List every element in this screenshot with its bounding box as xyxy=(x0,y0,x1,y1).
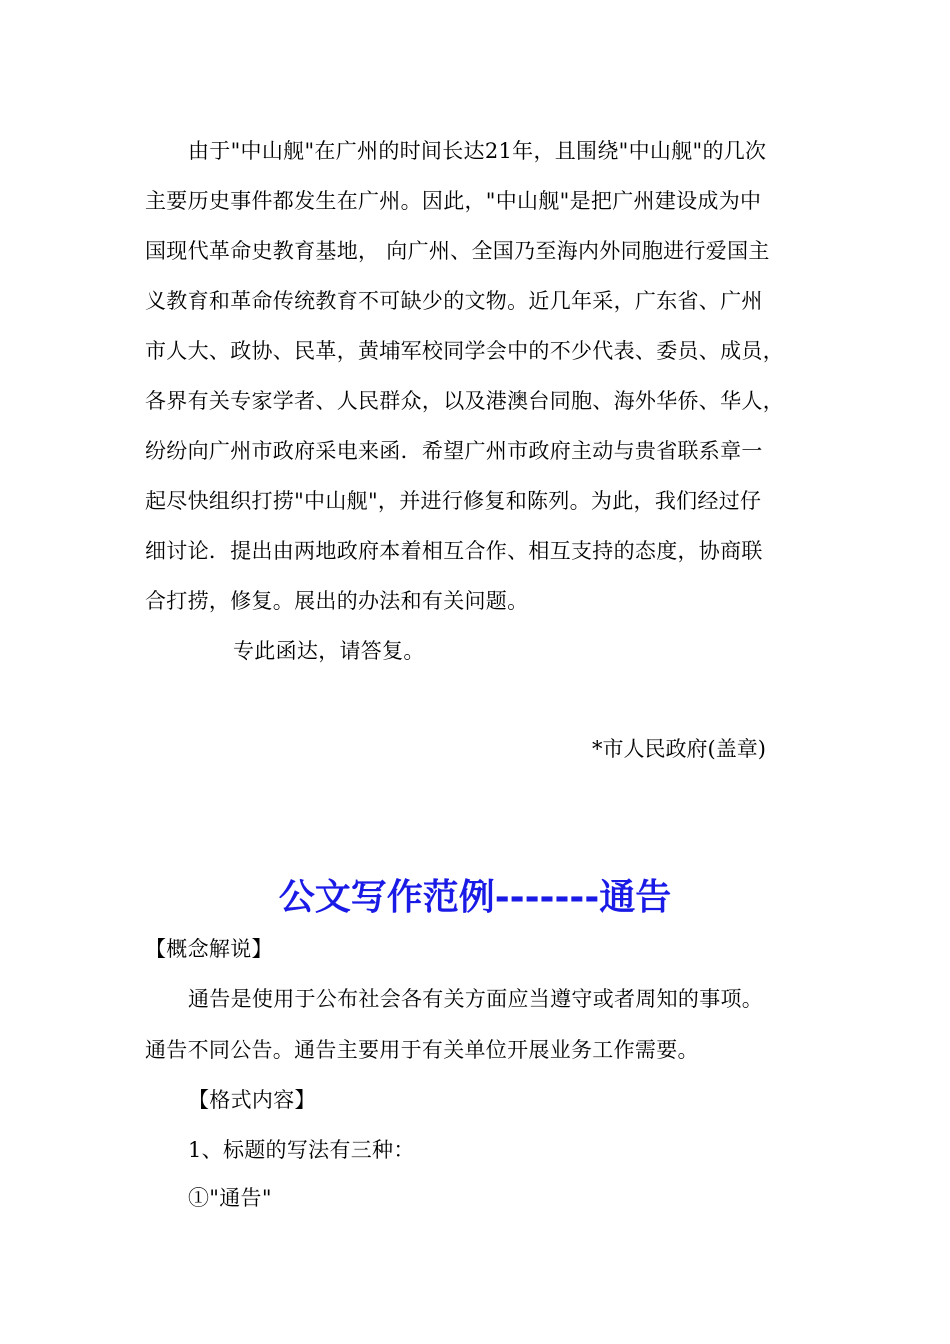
concept-line-1: 通告是使用于公布社会各有关方面应当遵守或者周知的事项。 xyxy=(188,987,764,1011)
section-title: 公文写作范例-------通告 xyxy=(278,877,672,918)
format-heading: 【格式内容】 xyxy=(188,1088,316,1112)
letter-line-1: 由于"中山舰"在广州的时间长达21年，且围绕"中山舰"的几次 xyxy=(188,139,767,163)
letter-line-8: 起尽快组织打捞"中山舰"，并进行修复和陈列。为此，我们经过仔 xyxy=(145,489,762,513)
letter-line-2: 主要历史事件都发生在广州。因此，"中山舰"是把广州建设成为中 xyxy=(145,189,762,213)
letter-line-4: 义教育和革命传统教育不可缺少的文物。近几年采，广东省、广州 xyxy=(145,289,763,313)
letter-line-6: 各界有关专家学者、人民群众，以及港澳台同胞、海外华侨、华人， xyxy=(145,389,784,413)
format-item-1-sub: ①"通告" xyxy=(188,1186,272,1210)
letter-signature: *市人民政府(盖章) xyxy=(592,737,766,761)
format-item-1: 1、标题的写法有三种： xyxy=(188,1138,415,1162)
letter-line-9: 细讨论．提出由两地政府本着相互合作、相互支持的态度，协商联 xyxy=(145,539,763,563)
letter-line-10: 合打捞，修复。展出的办法和有关问题。 xyxy=(145,589,529,613)
letter-line-3: 国现代革命史教育基地， 向广州、全国乃至海内外同胞进行爱国主 xyxy=(145,239,770,263)
concept-heading: 【概念解说】 xyxy=(145,937,273,961)
concept-line-2: 通告不同公告。通告主要用于有关单位开展业务工作需要。 xyxy=(145,1038,699,1062)
letter-line-5: 市人大、政协、民革，黄埔军校同学会中的不少代表、委员、成员， xyxy=(145,339,784,363)
letter-line-7: 纷纷向广州市政府采电来函．希望广州市政府主动与贵省联系章一 xyxy=(145,439,763,463)
letter-closing: 专此函达，请答复。 xyxy=(233,639,425,663)
